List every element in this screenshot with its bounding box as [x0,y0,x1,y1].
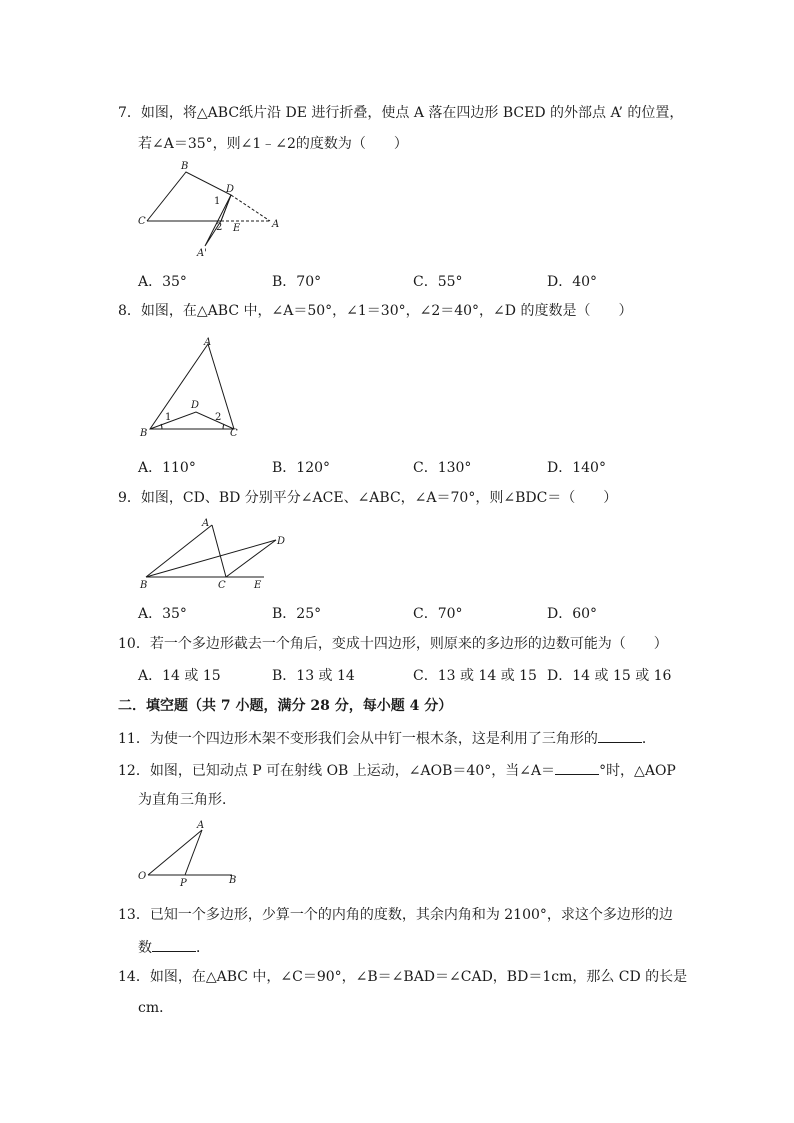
q7-label-a: A [272,219,280,230]
q9-label-a: A [202,518,210,529]
q7-label-e: E [233,223,241,234]
q7-label-d: D [226,184,235,195]
q12-figure [136,818,246,888]
q10-option-a[interactable]: A．14 或 15 [138,668,221,684]
q11-stem [118,728,656,748]
q7-stem-line2: 若∠A＝35°，则∠1﹣∠2的度数为（ ） [138,136,408,152]
q8-option-b[interactable]: B．120° [272,460,331,476]
q9-option-b[interactable]: B．25° [272,606,322,622]
q12-stem-line2: 为直角三角形． [138,792,236,808]
q8-label-c: C [230,428,238,439]
q9-label-c: C [218,580,226,591]
q11-end: ． [641,731,656,747]
q12-answer-blank[interactable] [555,760,599,775]
q7-option-b[interactable]: B．70° [272,274,322,290]
q10-option-b[interactable]: B．13 或 14 [272,668,355,684]
q9-option-c[interactable]: C．70° [413,606,463,622]
q11-text: 11．为使一个四边形木架不变形我们会从中钉一根木条，这是利用了三角形的 [118,731,598,747]
q8-label-b: B [140,428,148,439]
q9-figure [138,516,298,592]
q13-stem-line2 [138,937,210,957]
q8-option-d[interactable]: D．140° [547,460,606,476]
q7-label-2: 2 [216,222,223,233]
section-2-heading: 二．填空题（共 7 小题，满分 28 分，每小题 4 分） [118,698,453,714]
q10-option-c[interactable]: C．13 或 14 或 15 [413,668,537,684]
q10-stem: 10．若一个多边形截去一个角后，变成十四边形，则原来的多边形的边数可能为（ ） [118,636,668,652]
q7-label-1: 1 [214,196,221,207]
q7-option-d[interactable]: D．40° [547,274,598,290]
q9-label-e: E [254,580,262,591]
q13-stem-line1: 13．已知一个多边形，少算一个的内角的度数，其余内角和为 2100°，求这个多边形的边 [118,907,673,923]
q11-answer-blank[interactable] [598,728,642,743]
q12-text: 12．如图，已知动点 P 可在射线 OB 上运动，∠AOB＝40°，当∠A＝ [118,763,556,779]
q12-label-a: A [197,820,205,831]
q14-stem-line2: cm． [138,1000,174,1016]
q12-label-b: B [229,875,237,886]
q7-figure [130,158,290,262]
q9-options [0,603,794,621]
q9-option-a[interactable]: A．35° [138,606,187,622]
q10-options [0,665,794,683]
q8-label-a: A [204,337,212,348]
q8-label-1: 1 [165,412,172,423]
q14-stem-line1: 14．如图，在△ABC 中，∠C＝90°，∠B＝∠BAD＝∠CAD，BD＝1cm，那么 CD 的长是 [118,969,688,985]
q7-label-c: C [138,216,146,227]
q10-option-d[interactable]: D．14 或 15 或 16 [547,668,672,684]
q8-label-2: 2 [215,412,222,423]
q7-option-a[interactable]: A．35° [138,274,187,290]
q13-text: 数 [138,940,152,956]
q9-label-d: D [277,536,286,547]
q8-figure [138,334,248,440]
q12-label-p: P [180,878,187,889]
q8-stem: 8．如图，在△ABC 中，∠A＝50°，∠1＝30°，∠2＝40°，∠D 的度数是（ ） [118,303,633,319]
q8-options [0,457,794,475]
q7-label-a-prime: A' [197,248,207,259]
q7-options [0,271,794,289]
q9-stem: 9．如图，CD、BD 分别平分∠ACE、∠ABC，∠A＝70°，则∠BDC＝（ ） [118,490,618,506]
q7-option-c[interactable]: C．55° [413,274,463,290]
q7-stem-line1: 7．如图，将△ABC纸片沿 DE 进行折叠，使点 A 落在四边形 BCED 的外部点 A’ 的位置， [118,105,684,121]
q8-option-a[interactable]: A．110° [138,460,196,476]
q12-end: °时，△AOP [599,763,676,779]
q8-option-c[interactable]: C．130° [413,460,472,476]
q13-end: ． [196,940,210,956]
q12-stem-line1 [118,760,676,780]
q9-option-d[interactable]: D．60° [547,606,598,622]
q7-label-b: B [181,161,189,172]
q12-label-o: O [138,871,147,882]
q13-answer-blank[interactable] [152,937,196,952]
q8-label-d: D [191,400,200,411]
q9-label-b: B [140,580,148,591]
